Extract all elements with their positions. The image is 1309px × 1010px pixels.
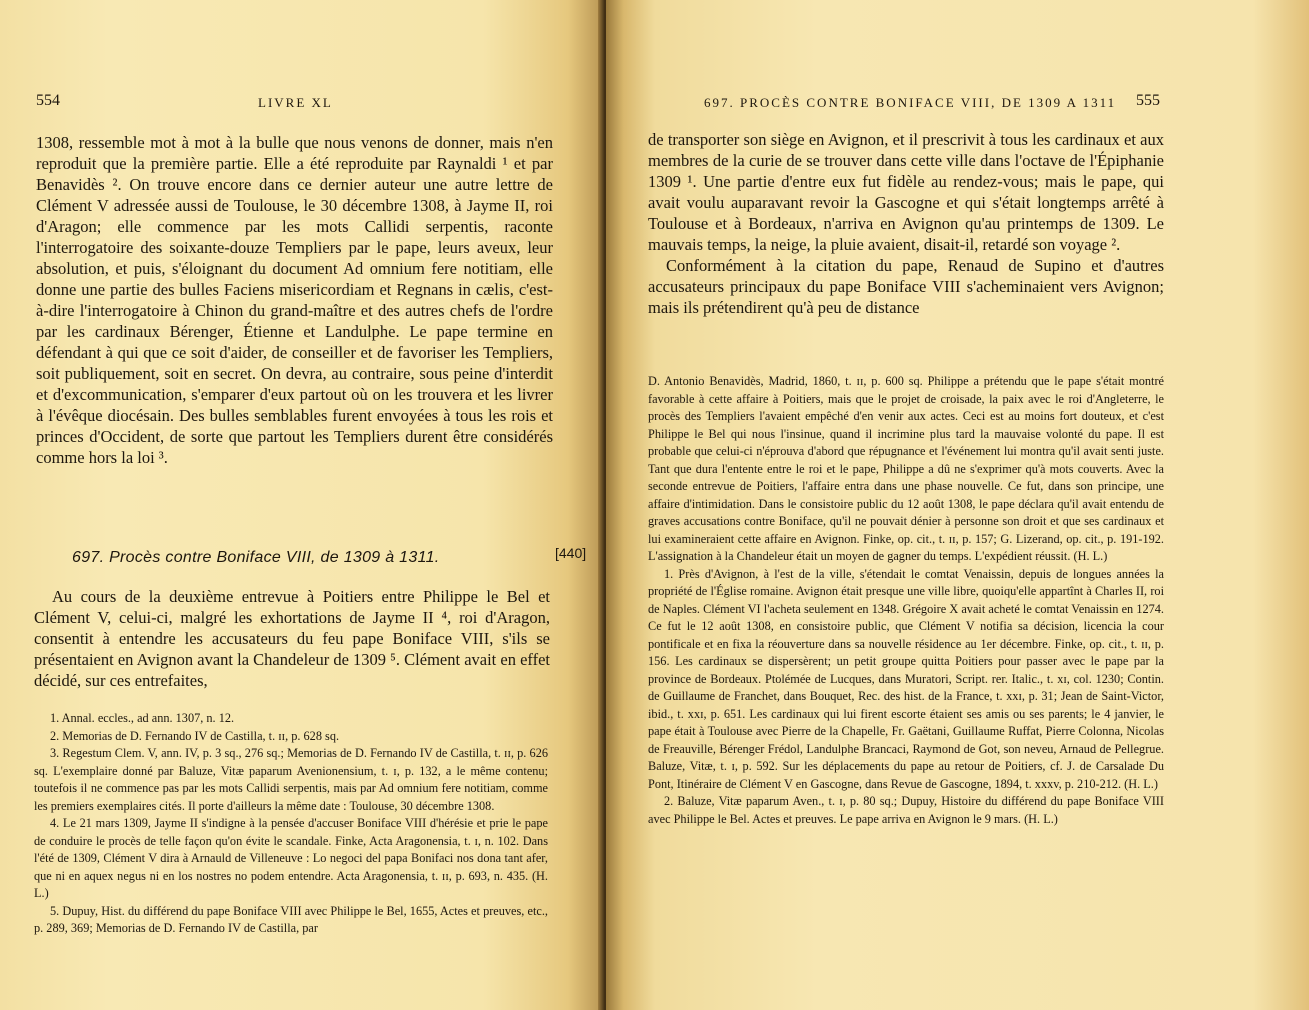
body-paragraph: Au cours de la deuxième entrevue à Poitiers entre Philippe le Bel et Clément V, celui-ci, malgré les exhortations de Jayme II ⁴, roi d'Aragon, consentit à entendre les accusateurs du feu pape Boniface VIII, s'ils se présentaient en Avignon avant la Chandeleur de 1309 ⁵. Clément avait en effet décidé, sur ces entrefaites, <box>34 587 551 690</box>
page-number: 554 <box>36 92 60 109</box>
right-page <box>606 0 1309 1010</box>
footnotes <box>34 710 548 938</box>
margin-page-marker: [440] <box>555 545 587 561</box>
body-text-block <box>34 586 550 691</box>
footnote: 2. Baluze, Vitæ paparum Aven., t. ɪ, p. 80 sq.; Dupuy, Histoire du différend du pape Boniface VIII avec Philippe le Bel. Actes et preuves. Le pape arriva en Avignon le 9 mars. (H. L.) <box>648 794 1164 826</box>
footnotes <box>648 373 1164 828</box>
body-text-block <box>648 129 1164 318</box>
footnote: 3. Regestum Clem. V, ann. IV, p. 3 sq., 276 sq.; Memorias de D. Fernando IV de Castilla, t. ɪɪ, p. 626 sq. L'exemplaire donné par Baluze, Vitæ paparum Avenionensium, t. ɪ, p. 132, a le même contenu; toutefois il ne commence pas par les mots Callidi serpentis, mais par Ad omnium fere notitiam, comme les premiers exemplaires cités. Il porte d'ailleurs la même date : Toulouse, 30 décembre 1308. <box>34 746 548 813</box>
body-paragraph: de transporter son siège en Avignon, et il prescrivit à tous les cardinaux et aux membres de la curie de se trouver dans cette ville dans l'octave de l'Épiphanie 1309 ¹. Une partie d'entre eux fut fidèle au rendez-vous; mais le pape, qui avait voulu auparavant revoir la Gascogne et qui s'était longtemps arrêté à Toulouse et à Bordeaux, n'arriva en Avignon qu'au printemps de 1309. Le mauvais temps, la neige, la pluie avaient, disait-il, retardé son voyage ². <box>648 130 1164 254</box>
body-text-block <box>36 132 553 468</box>
running-head: 697. PROCÈS CONTRE BONIFACE VIII, DE 1309 A 1311 <box>704 95 1117 110</box>
section-title: 697. Procès contre Boniface VIII, de 1309 à 1311. <box>72 549 440 566</box>
footnote: 1. Annal. eccles., ad ann. 1307, n. 12. <box>50 711 235 725</box>
footnote-continuation: D. Antonio Benavidès, Madrid, 1860, t. ɪɪ, p. 600 sq. Philippe a prétendu que le pape s'était montré favorable à cette affaire à Poitiers, mais que le projet de croisade, la paix avec le roi d'Angleterre, le procès des Templiers l'avaient empêché d'en venir aux actes. Ceci est au moins fort douteux, et c'est Philippe le Bel qui nous l'insinue, quand il incrimine plus tard la mauvaise volonté du pape. Il est probable que celui-ci n'éprouva d'abord que répugnance et l'événement lui montra qu'il avait senti juste. Tant que dura l'entente entre le roi et le pape, Philippe a dû ne s'exprimer qu'à mots couverts. Avec la seconde entrevue de Poitiers, l'affaire entra dans une phase nouvelle. Ce fut, dans son principe, une affaire d'intimidation. Dans le consistoire public du 12 août 1308, le pape déclara qu'il avait entendu de graves accusations contre Boniface, qu'il ne pouvait dénier à personne son droit et que ses cardinaux et lui examineraient cette affaire en Avignon. Finke, op. cit., t. ɪɪ, p. 157; G. Lizerand, op. cit., p. 191-192. L'assignation à la Chandeleur était un moyen de gagner du temps. L'expédient réussit. (H. L.) <box>648 374 1164 563</box>
footnote: 5. Dupuy, Hist. du différend du pape Boniface VIII avec Philippe le Bel, 1655, Actes et preuves, etc., p. 289, 369; Memorias de D. Fernando IV de Castilla, par <box>34 903 548 935</box>
footnote: 4. Le 21 mars 1309, Jayme II s'indigne à la pensée d'accuser Boniface VIII d'hérésie et prie le pape de conduire le procès de telle façon qu'on évite le scandale. Finke, Acta Aragonensia, t. ɪ, n. 102. Dans l'été de 1309, Clément V dira à Arnauld de Villeneuve : Lo negoci del papa Bonifaci nos dona tant afer, que ni en aquex negus ni en los nostres no podem entendre. Acta Aragonensia, t. ɪɪ, p. 693, n. 435. (H. L.) <box>34 816 548 900</box>
footnote: 2. Memorias de D. Fernando IV de Castilla, t. ɪɪ, p. 628 sq. <box>50 728 340 743</box>
body-paragraph: 1308, ressemble mot à mot à la bulle que nous venons de donner, mais n'en reproduit que la première partie. Elle a été reproduite par Raynaldi ¹ et par Benavidès ². On trouve encore dans ce dernier auteur une autre lettre de Clément V adressée aussi de Toulouse, le 30 décembre 1308, à Jayme II, roi d'Aragon; elle commence par les mots Callidi serpentis, raconte l'interrogatoire des soixante-douze Templiers par le pape, leurs aveux, leur absolution, et puis, s'éloignant du document Ad omnium fere notitiam, elle donne une partie des bulles Faciens misericordiam et Regnans in cælis, c'est-à-dire l'interrogatoire à Chinon du grand-maître et des autres chefs de l'ordre par les cardinaux Bérenger, Étienne et Landulphe. Le pape termine en défendant à qui que ce soit d'aider, de conseiller et de favoriser les Templiers, soit publiquement, soit en secret. On devra, au contraire, sous peine d'interdit et d'excommunication, s'emparer d'eux partout où on les trouvera et les livrer à l'évêque diocésain. Des bulles semblables furent envoyées à tous les rois et princes d'Occident, de sorte que partout les Templiers durent être considérés comme hors la loi ³. <box>36 133 553 467</box>
left-page <box>0 0 604 1010</box>
footnote: 1. Près d'Avignon, à l'est de la ville, s'étendait le comtat Venaissin, depuis de longues années la propriété de l'Église romaine. Avignon était presque une ville libre, quoiqu'elle appartînt à Charles II, roi de Naples. Clément VI l'acheta seulement en 1348. Grégoire X avait acheté le comtat Venaissin en 1274. Ce fut le 12 août 1308, en consistoire public, que Clément V notifia sa décision, licencia la cour pontificale et en fixa la réouverture dans sa nouvelle résidence au 1er décembre. Finke, op. cit., t. ɪɪ, p. 156. Les cardinaux se dispersèrent; un petit groupe quitta Poitiers pour passer avec le pape par la province de Bordeaux. Ptolémée de Lucques, dans Muratori, Script. rer. Italic., t. xɪ, col. 1230; Contin. de Guillaume de Franchet, dans Bouquet, Rec. des hist. de la France, t. xxɪ, p. 31; Jean de Saint-Victor, ibid., t. xxɪ, p. 651. Les cardinaux qui lui firent escorte étaient ses amis ou ses parents; le 4 janvier, le pape était à Toulouse avec Pierre de la Chapelle, Fr. Gaëtani, Guillaume Ruffat, Pierre Colonna, Nicolas de Freauville, Bérenger Frédol, Landulphe Brancaci, Raymond de Got, son neveu, Arnaud de Pellegrue. Baluze, Vitæ, t. ɪ, p. 592. Sur les déplacements du pape au retour de Poitiers, cf. J. de Carsalade Du Pont, Itinéraire de Clément V en Gascogne, dans Revue de Gascogne, 1894, t. xxxv, p. 210-212. (H. L.) <box>648 566 1164 791</box>
body-paragraph: Conformément à la citation du pape, Renaud de Supino et d'autres accusateurs principaux du pape Boniface VIII s'acheminaient vers Avignon; mais ils prétendirent qu'à peu de distance <box>648 256 1164 317</box>
page-number: 555 <box>1136 92 1160 109</box>
running-head: LIVRE XL <box>258 95 333 110</box>
